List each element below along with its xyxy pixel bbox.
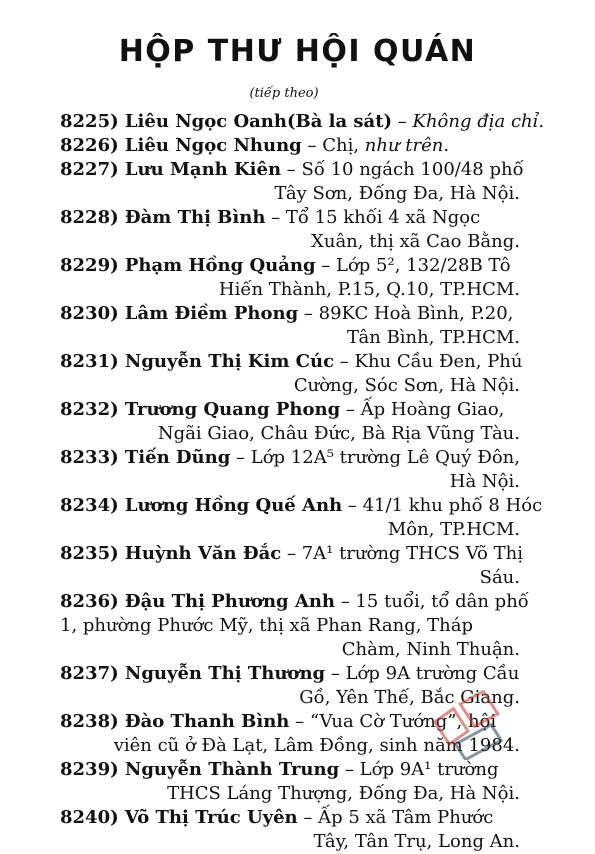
entry-first-line (60, 350, 523, 374)
entry-address-continuation: THCS Láng Thượng, Đống Đa, Hà Nội. (167, 783, 520, 804)
entry-dash: – (339, 759, 360, 780)
entry-address-continuation: 1, phường Phước Mỹ, thị xã Phan Rang, Tháp (60, 615, 474, 636)
entry-name: Nguyễn Thị Thương (124, 663, 326, 684)
entry-name: Liêu Ngọc Nhung (124, 135, 302, 156)
entry-dash: – (265, 207, 286, 228)
entry-name: Liêu Ngọc Oanh(Bà la sát) (124, 111, 393, 132)
entry-address: 15 tuổi, tổ dân phố (355, 591, 529, 612)
entry-dash: – (301, 135, 323, 156)
entry-address: Lớp 9A trường Cầu (345, 663, 520, 684)
mailbox-entry (60, 806, 520, 854)
entry-address-continuation: Xuân, thị xã Cao Bằng. (311, 231, 520, 252)
mailbox-entry (60, 134, 520, 158)
entry-address: Lớp 12A⁵ trường Lê Quý Đôn, (250, 447, 520, 468)
entry-number: 8226) (60, 135, 125, 156)
entry-address: Số 10 ngách 100/48 phố (301, 159, 524, 180)
entry-address: Lớp 5², 132/28B Tô (336, 255, 511, 276)
entry-name: Lâm Điềm Phong (124, 303, 299, 324)
mailbox-entry (60, 758, 520, 806)
entry-first-line (60, 398, 520, 422)
entry-number: 8228) (60, 207, 125, 228)
entry-address-continuation: Tây Sơn, Đống Đa, Hà Nội. (274, 183, 520, 204)
entry-address: Không địa chỉ. (412, 111, 545, 132)
entry-dash: – (340, 399, 361, 420)
entry-address-continuation: Gồ, Yên Thế, Bắc Giang. (299, 687, 520, 708)
mailbox-entry (60, 158, 524, 206)
entry-dash: – (392, 111, 413, 132)
entry-address: “Vua Cờ Tướng”, hội (309, 711, 497, 732)
entry-number: 8233) (60, 447, 125, 468)
entry-address: Lớp 9A¹ trường (359, 759, 499, 780)
entry-address-continuation: Hà Nội. (449, 471, 520, 492)
entry-first-line (60, 158, 524, 182)
entry-first-line (60, 542, 523, 566)
entry-name: Lương Hồng Quế Anh (124, 495, 343, 516)
mailbox-entry (60, 446, 520, 494)
mailbox-entry (60, 350, 523, 398)
entry-dash: – (281, 543, 302, 564)
entry-dash: – (342, 495, 363, 516)
entry-number: 8236) (60, 591, 125, 612)
entry-dash: – (289, 711, 310, 732)
entry-address: 7A¹ trường THCS Võ Thị (301, 543, 523, 564)
mailbox-entry (60, 302, 520, 350)
entry-first-line (60, 662, 520, 686)
page-title: HỘP THƯ HỘI QUÁN (118, 34, 477, 69)
entry-first-line (60, 254, 520, 278)
entry-name: Tiến Dũng (124, 447, 231, 468)
entry-name: Đào Thanh Bình (124, 711, 290, 732)
entry-dash: – (335, 591, 356, 612)
watermark-logo (420, 690, 520, 760)
entry-first-line (60, 590, 529, 614)
entry-name: Nguyễn Thị Kim Cúc (124, 351, 335, 372)
entry-dash: – (334, 351, 355, 372)
entry-address-continuation: Chàm, Ninh Thuận. (341, 639, 520, 660)
entry-dash: – (315, 255, 336, 276)
entry-address-continuation: Tây, Tân Trụ, Long An. (313, 831, 520, 852)
entry-address: 41/1 khu phố 8 Hóc (362, 495, 543, 516)
entry-address: Ấp Hoàng Giao, (360, 399, 505, 420)
entry-address-continuation: Sáu. (479, 567, 520, 588)
entry-first-line (60, 110, 545, 134)
entry-address-continuation: Môn, TP.HCM. (387, 519, 520, 540)
entry-name: Võ Thị Trúc Uyên (124, 807, 298, 828)
entry-number: 8231) (60, 351, 125, 372)
mailbox-entry (60, 542, 523, 590)
entry-number: 8232) (60, 399, 125, 420)
page-subtitle: (tiếp theo) (249, 86, 319, 101)
entry-number: 8235) (60, 543, 125, 564)
entry-number: 8225) (60, 111, 125, 132)
entry-address-continuation: Hiến Thành, P.15, Q.10, TP.HCM. (218, 279, 520, 300)
entry-dash: – (281, 159, 302, 180)
entry-address-continuation: Cường, Sóc Sơn, Hà Nội. (293, 375, 520, 396)
entry-number: 8238) (60, 711, 125, 732)
entry-address-continuation: Tân Bình, TP.HCM. (347, 327, 520, 348)
entry-name: Đàm Thị Bình (124, 207, 266, 228)
mailbox-entry (60, 206, 520, 254)
entry-first-line (60, 302, 520, 326)
entry-dash: – (325, 663, 346, 684)
entry-name: Trương Quang Phong (124, 399, 341, 420)
entry-address: Ấp 5 xã Tâm Phước (318, 807, 494, 828)
entry-address-note: như trên. (364, 135, 450, 156)
entry-name: Đậu Thị Phương Anh (124, 591, 336, 612)
entry-name: Phạm Hồng Quảng (124, 255, 316, 276)
entry-name: Huỳnh Văn Đắc (124, 543, 282, 564)
entry-name: Nguyễn Thành Trung (124, 759, 340, 780)
entry-number: 8237) (60, 663, 125, 684)
entry-first-line (60, 206, 520, 230)
mailbox-entry (60, 398, 520, 446)
entry-dash: – (230, 447, 251, 468)
entry-address-continuation: viên cũ ở Đà Lạt, Lâm Đồng, sinh năm 1984. (113, 735, 520, 756)
entry-first-line (60, 134, 520, 158)
entry-address-continuation: Ngãi Giao, Châu Đức, Bà Rịa Vũng Tàu. (157, 423, 520, 444)
entry-name: Lưu Mạnh Kiên (124, 159, 282, 180)
entry-dash: – (298, 303, 319, 324)
entry-dash: – (297, 807, 319, 828)
entry-first-line (60, 758, 520, 782)
mailbox-entry (60, 254, 520, 302)
entry-number: 8227) (60, 159, 125, 180)
mailbox-entry (60, 494, 543, 542)
entry-address: 89KC Hoà Bình, P.20, (318, 303, 514, 324)
entry-number: 8230) (60, 303, 125, 324)
entry-first-line (60, 806, 520, 830)
entry-address: Tổ 15 khối 4 xã Ngọc (285, 207, 481, 228)
entry-address: Khu Cầu Đen, Phú (354, 351, 523, 372)
entry-address: Chị, (322, 135, 365, 156)
entry-number: 8239) (60, 759, 125, 780)
mailbox-entry (60, 110, 545, 134)
entry-number: 8234) (60, 495, 125, 516)
entry-number: 8240) (60, 807, 125, 828)
entry-number: 8229) (60, 255, 125, 276)
entry-first-line (60, 494, 543, 518)
mailbox-entry (60, 590, 529, 662)
entry-first-line (60, 446, 520, 470)
